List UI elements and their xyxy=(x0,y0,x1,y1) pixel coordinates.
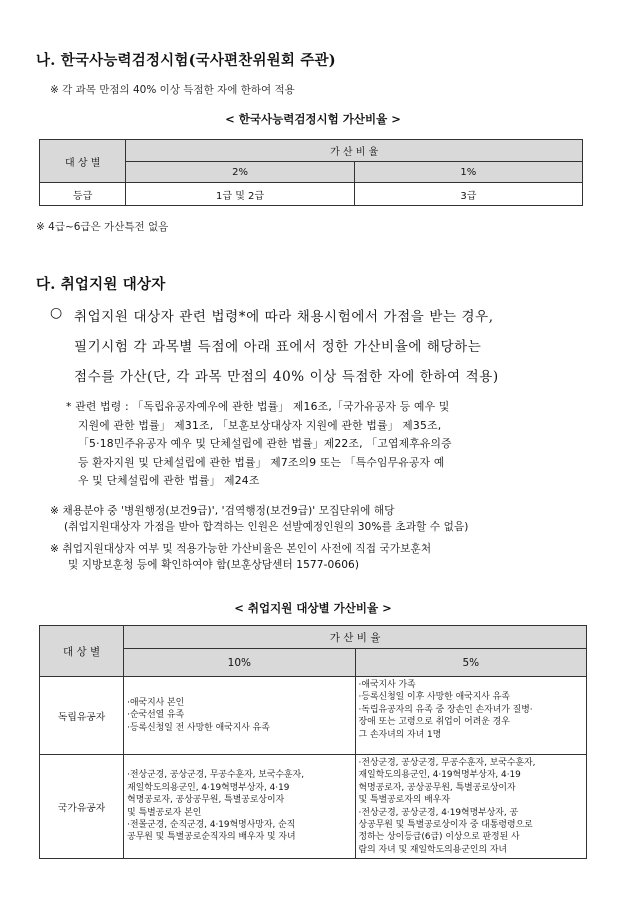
note-line: ※ 취업지원대상자 여부 및 적용가능한 가산비율은 본인이 사전에 직접 국가보훈처 xyxy=(50,543,432,555)
list-item: 장애 또는 고령으로 취업이 어려운 경우 xyxy=(358,717,510,728)
law-line: * 관련 법령 : 「독립유공자예우에 관한 법률」 제16조,「국가유공자 등 예우 및 xyxy=(66,400,450,413)
independence-high-cell xyxy=(124,677,355,755)
law-line: 등 환자지원 및 단체설립에 관한 법률」 제7조의9 또는 「특수임무유공자 예 xyxy=(78,455,445,469)
grade-high-value: 1급 및 2급 xyxy=(126,183,354,206)
list-item: 및 특별공로자의 배우자 xyxy=(358,795,450,806)
list-item: 혁명공로자, 공상공무원, 특별공로상이자 xyxy=(358,782,516,793)
row-label-grade: 등급 xyxy=(40,183,126,206)
body-line-1: 취업지원 대상자 관련 법령*에 따라 채용시험에서 가점을 받는 경우, xyxy=(74,309,494,325)
section-note-na: ※ 각 과목 만점의 40% 이상 득점한 자에 한하여 적용 xyxy=(50,84,295,96)
list-item: ·전상군경, 공상군경, 4·19혁명부상자, 공 xyxy=(358,807,519,818)
list-item: 재일학도의용군인, 4·19혁명부상자, 4·19 xyxy=(127,782,290,793)
grade-low-value: 3급 xyxy=(354,183,582,206)
body-line-2: 필기시험 각 과목별 득점에 아래 표에서 정한 가산비율에 해당하는 xyxy=(74,339,482,355)
list-item: ·등록신청일 이후 사망한 애국지사 유족 xyxy=(358,692,510,703)
list-item: ·애국지사 가족 xyxy=(358,680,416,690)
notes-block xyxy=(50,503,469,573)
note-line: ※ 채용분야 중 '병원행정(보건9급)', '검역행정(보건9급)' 모집단위에 해당 xyxy=(50,505,395,517)
list-item: ·전상군경, 공상군경, 무공수훈자, 보국수훈자, xyxy=(358,758,536,768)
table-col-label: 대 상 별 xyxy=(40,140,126,183)
row-label-independence: 독립유공자 xyxy=(40,677,124,755)
table-caption-veterans: < 취업지원 대상별 가산비율 > xyxy=(234,601,392,615)
list-item: ·애국지사 본인 xyxy=(127,697,185,708)
body-line-3: 점수를 가산(단, 각 과목 만점의 40% 이상 득점한 자에 한하여 적용) xyxy=(74,369,499,385)
law-line: 우 및 단체설립에 관한 법률」 제24조 xyxy=(78,474,260,487)
list-item: 재일학도의용군인, 4·19혁명부상자, 4·19 xyxy=(358,770,521,781)
list-item: 람의 자녀 및 재일학도의용군인의 자녀 xyxy=(358,844,508,855)
rate-low-header: 5% xyxy=(355,649,586,677)
list-item: ·순국선열 유족 xyxy=(127,710,185,721)
independence-low-cell xyxy=(355,677,586,755)
table-group-header: 가 산 비 율 xyxy=(124,626,587,649)
section-title-da: 다. 취업지원 대상자 xyxy=(36,276,166,293)
bullet-circle: ○ xyxy=(50,305,63,321)
list-item: ·전상군경, 공상군경, 무공수훈자, 보국수훈자, xyxy=(127,770,305,781)
national-merit-low-cell xyxy=(355,755,586,859)
table-group-header: 가 산 비 율 xyxy=(126,140,583,162)
list-item: ·전몰군경, 순직군경, 4·19혁명사망자, 순직 xyxy=(127,820,296,831)
list-item: 공무원 및 특별공로순직자의 배우자 및 자녀 xyxy=(127,832,296,843)
list-item: 정하는 상이등급(6급) 이상으로 판정된 사 xyxy=(358,832,520,843)
table-caption-history: < 한국사능력검정시험 가산비율 > xyxy=(225,112,401,126)
rate-low-header: 1% xyxy=(354,162,582,183)
list-item: 상공무원 및 특별공로상이자 중 대통령령으로 xyxy=(358,820,533,831)
history-bonus-table xyxy=(39,139,583,206)
row-label-national-merit: 국가유공자 xyxy=(40,755,124,859)
veterans-bonus-table xyxy=(39,625,587,859)
list-item: 그 손자녀의 자녀 1명 xyxy=(358,729,442,740)
note-line: 및 지방보훈청 등에 확인하여야 함(보훈상담센터 1577-0606) xyxy=(68,559,360,571)
law-reference-block xyxy=(66,398,452,491)
list-item: 혁명공로자, 공상공무원, 특별공로상이자 xyxy=(127,795,285,806)
rate-high-header: 10% xyxy=(124,649,355,677)
law-line: 지원에 관한 법률」 제31조, 「보훈보상대상자 지원에 관한 법률」 제35조, xyxy=(78,418,442,432)
rate-high-header: 2% xyxy=(126,162,354,183)
section-title-na: 나. 한국사능력검정시험(국사편찬위원회 주관) xyxy=(36,52,336,69)
law-line: 「5·18민주유공자 예우 및 단체설립에 관한 법률」제22조, 「고엽제후유의증 xyxy=(78,437,452,450)
table-col-label: 대 상 별 xyxy=(40,626,124,677)
national-merit-high-cell xyxy=(124,755,355,859)
list-item: 및 특별공로자 본인 xyxy=(127,807,202,818)
list-item: ·등록신청일 전 사망한 애국지사 유족 xyxy=(127,722,270,733)
note-line: (취업지원대상자 가점을 받아 합격하는 인원은 선발예정인원의 30%를 초과할 수 없음) xyxy=(64,521,469,533)
footnote-na: ※ 4급~6급은 가산특전 없음 xyxy=(36,221,169,233)
list-item: ·독립유공자의 유족 중 장손인 손자녀가 질병· xyxy=(358,704,533,715)
